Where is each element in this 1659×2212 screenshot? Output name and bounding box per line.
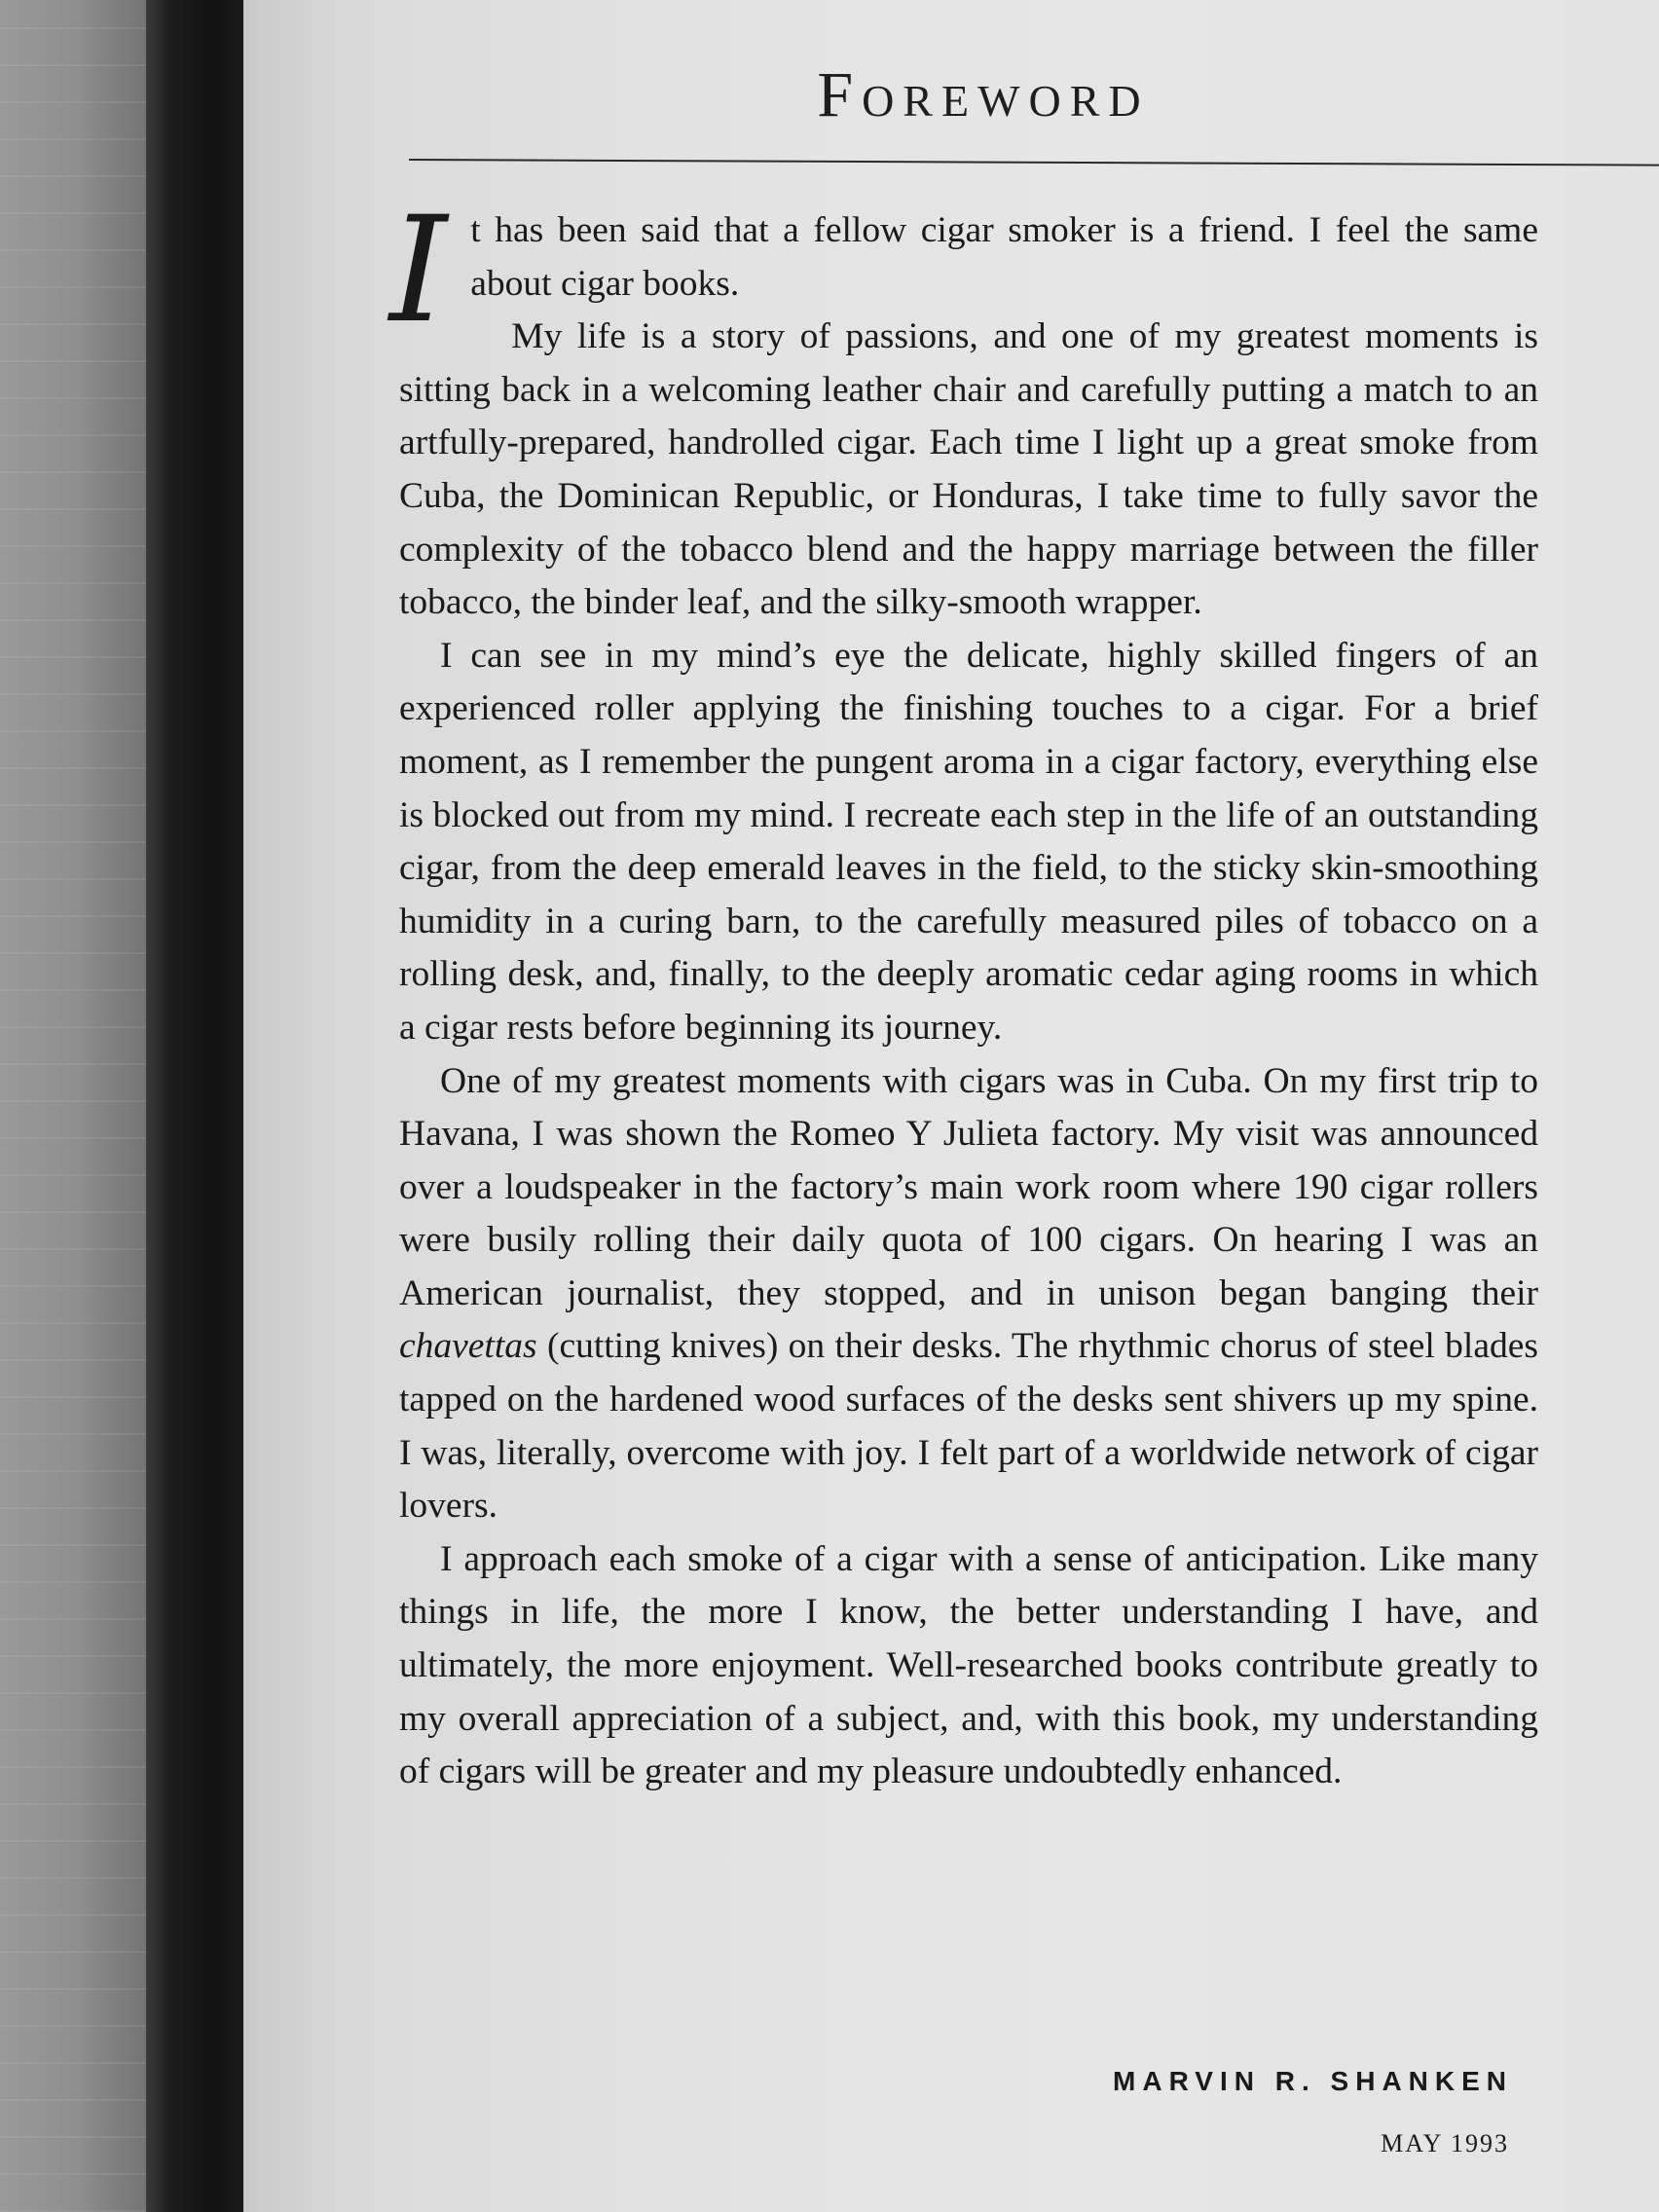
- paragraph-5: I approach each smoke of a cigar with a sense of anticipation. Like many things in life, the more I know, the better understanding I have, and ultimately, the more enjoyment. Well-researched books contribute greatly to my overall appreciation of a subject, and, with this book, my understanding of cigars will be greater and my pleasure undoubtedly enhanced.: [399, 1538, 1538, 1792]
- paragraph-1: [389, 186, 1538, 355]
- italic-term: chavettas: [399, 1326, 537, 1367]
- book-cover-edge: [146, 0, 243, 2212]
- paragraph-3: I can see in my mind’s eye the delicate, highly skilled fingers of an experienced roller applying the finishing touches to a cigar. For a brief moment, as I remember the pungent aroma in a cigar factory, everything else is blocked out from my mind. I recreate each step in the life of an outstanding cigar, from the deep emerald leaves in the field, to the sticky skin-smoothing humidity in a curing barn, to the carefully measured piles of tobacco on a rolling desk, and, finally, to the deeply aromatic cedar aging rooms in which a cigar rests before beginning its journey.: [399, 635, 1538, 1048]
- paragraph-4-text-end: (cutting knives) on their desks. The rhythmic chorus of steel blades tapped on the hardened wood surfaces of the desks sent shivers up my spine. I was, literally, overcome with joy. I felt part of a worldwide network of cigar lovers.: [399, 1326, 1538, 1527]
- background-marks: [0, 0, 156, 2212]
- paragraph-1-text: t has been said that a fellow cigar smoker is a friend. I feel the same about cigar books.: [470, 210, 1538, 304]
- author-signature: MARVIN R. SHANKEN: [1113, 2066, 1513, 2096]
- date-line: MAY 1993: [1381, 2129, 1509, 2157]
- paragraph-2: My life is a story of passions, and one of my greatest moments is sitting back in a welcoming leather chair and carefully putting a match to an artfully-prepared, handrolled cigar. Each time I light up a great smoke from Cuba, the Dominican Republic, or Honduras, I take time to fully savor the complexity of the tobacco blend and the happy marriage between the filler tobacco, the binder leaf, and the silky-smooth wrapper.: [399, 316, 1538, 623]
- drop-cap: I: [389, 186, 448, 355]
- paragraph-4: [399, 1055, 1538, 1533]
- page-title: Foreword: [817, 59, 1150, 130]
- foreword-body: [389, 186, 1538, 1799]
- paragraph-4-text-start: One of my greatest moments with cigars was in Cuba. On my first trip to Havana, I was shown the Romeo Y Julieta factory. My visit was announced over a loudspeaker in the factory’s main work room where 190 cigar rollers were busily rolling their daily quota of 100 cigars. On hearing I was an American journalist, they stopped, and in unison began banging their: [399, 1060, 1538, 1313]
